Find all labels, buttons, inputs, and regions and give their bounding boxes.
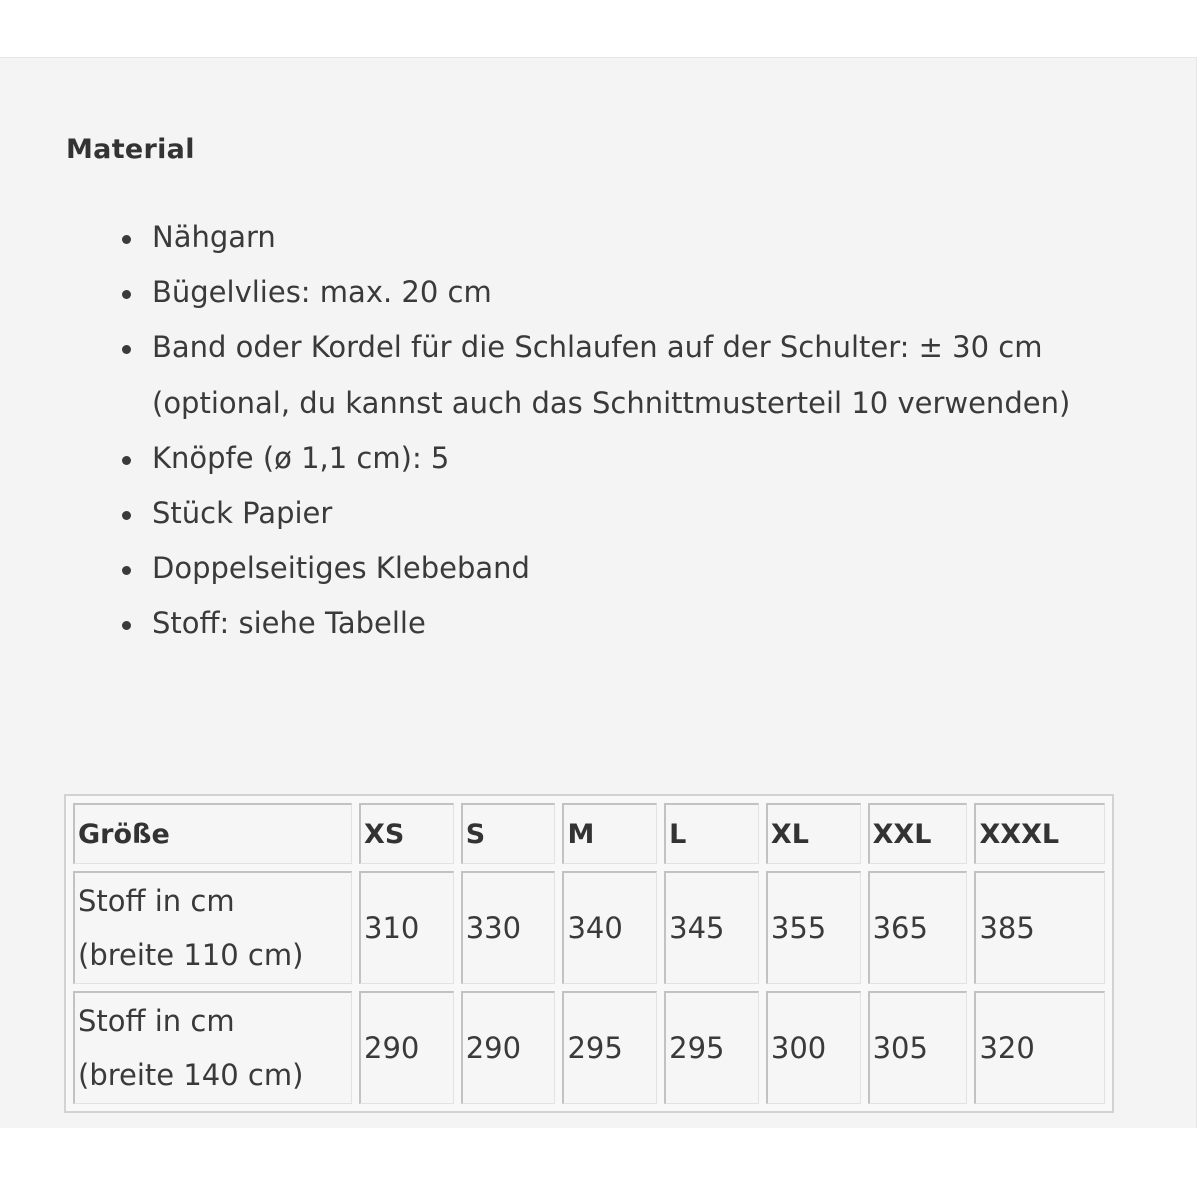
table-cell: 340: [562, 871, 657, 984]
bullet-icon: [122, 290, 131, 299]
header-xxl: XXL: [868, 803, 968, 864]
bullet-icon: [122, 511, 131, 520]
list-item: [122, 320, 1162, 430]
table-cell: 310: [359, 871, 454, 984]
header-xs: XS: [359, 803, 454, 864]
row-label: [73, 871, 352, 984]
row-label-line1: Stoff in cm: [78, 1004, 235, 1038]
table-cell: 345: [664, 871, 759, 984]
content-panel: [0, 57, 1197, 1128]
list-item: [122, 541, 1162, 596]
table-cell: 355: [766, 871, 861, 984]
table-row: [73, 871, 1105, 984]
list-item-text: Nähgarn: [152, 220, 276, 254]
row-label-line2: (breite 110 cm): [78, 938, 304, 972]
list-item-text: Bügelvlies: max. 20 cm: [152, 275, 492, 310]
list-item-text: Band oder Kordel für die Schlaufen auf der Schulter: ± 30 cm (optional, du kannst auch das Schnittmusterteil 10 verwenden): [152, 330, 1071, 420]
table-cell: 330: [461, 871, 556, 984]
table-header-row: [73, 803, 1105, 864]
row-label: [73, 991, 352, 1104]
header-size: Größe: [73, 803, 352, 864]
list-item: [122, 486, 1162, 541]
row-label-line2: (breite 140 cm): [78, 1058, 304, 1092]
list-item-text: Knöpfe (ø 1,1 cm): 5: [152, 440, 450, 475]
header-xl: XL: [766, 803, 861, 864]
bullet-icon: [122, 345, 131, 354]
bullet-icon: [122, 456, 131, 465]
list-item: [122, 265, 1162, 320]
header-m: M: [562, 803, 657, 864]
table-cell: 295: [664, 991, 759, 1104]
material-heading: Material: [66, 134, 195, 165]
list-item-text: Stoff: siehe Tabelle: [152, 606, 426, 641]
bullet-icon: [122, 621, 131, 630]
table-row: [73, 991, 1105, 1104]
table-cell: 385: [974, 871, 1105, 984]
header-xxxl: XXXL: [974, 803, 1105, 864]
list-item: [122, 596, 1162, 651]
bullet-icon: [122, 235, 131, 244]
row-label-line1: Stoff in cm: [78, 884, 235, 918]
header-s: S: [461, 803, 556, 864]
header-l: L: [664, 803, 759, 864]
table-cell: 295: [562, 991, 657, 1104]
table-cell: 365: [868, 871, 968, 984]
table-cell: 290: [461, 991, 556, 1104]
table-cell: 290: [359, 991, 454, 1104]
fabric-size-table: [64, 794, 1114, 1113]
material-list: [122, 210, 1162, 652]
list-item: [122, 431, 1162, 486]
table-cell: 320: [974, 991, 1105, 1104]
list-item-text: Doppelseitiges Klebeband: [152, 551, 530, 586]
bullet-icon: [122, 566, 131, 575]
table-cell: 300: [766, 991, 861, 1104]
list-item-text: Stück Papier: [152, 496, 333, 531]
table-cell: 305: [868, 991, 968, 1104]
list-item: [122, 210, 1162, 265]
